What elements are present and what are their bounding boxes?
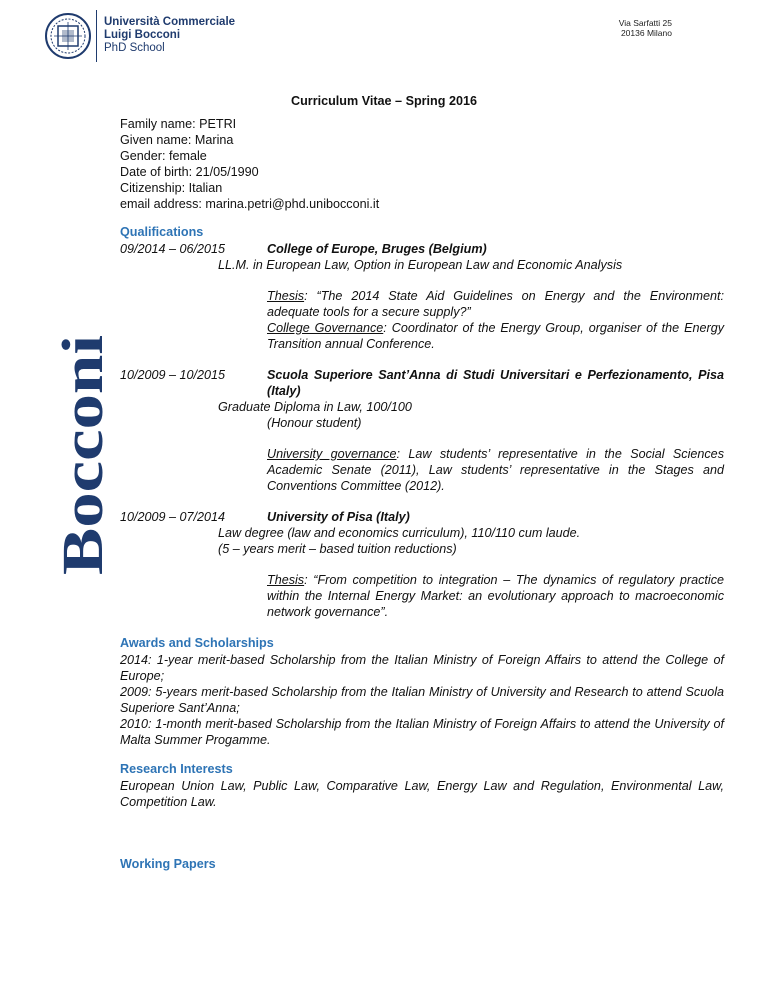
q3-thesis-label: Thesis — [267, 573, 305, 587]
q1-governance — [267, 320, 724, 352]
working-papers-heading: Working Papers — [120, 857, 216, 871]
awards-heading: Awards and Scholarships — [120, 636, 274, 650]
q1-degree: LL.M. in European Law, Option in European Law and Economic Analysis — [218, 258, 623, 272]
awards-list — [120, 652, 724, 748]
address-line-1: Via Sarfatti 25 — [618, 18, 672, 28]
date-of-birth: Date of birth: 21/05/1990 — [120, 165, 259, 179]
q2-note: (Honour student) — [267, 416, 362, 430]
institution-line-3: PhD School — [104, 42, 165, 54]
institution-line-2: Luigi Bocconi — [104, 29, 181, 41]
q2-school: Scuola Superiore Sant’Anna di Studi Universitari e Perfezionamento, Pisa (Italy) — [267, 368, 724, 398]
cv-title: Curriculum Vitae – Spring 2016 — [291, 94, 477, 108]
bocconi-seal-logo — [44, 12, 92, 60]
q3-dates: 10/2009 – 07/2014 — [120, 510, 226, 524]
q1-governance-text: : Coordinator of the Energy Group, organiser of the Energy Transition annual Conference. — [267, 321, 724, 351]
award-item: 2009: 5-years merit-based Scholarship from the Italian Ministry of University and Research to attend Scuola Superiore Sant’Anna; — [120, 685, 724, 715]
qualifications-heading: Qualifications — [120, 225, 204, 239]
q3-thesis — [267, 572, 724, 620]
citizenship: Citizenship: Italian — [120, 181, 223, 195]
q3-degree: Law degree (law and economics curriculum), 110/110 cum laude. — [218, 526, 581, 540]
q1-thesis-label: Thesis — [267, 289, 305, 303]
q2-degree: Graduate Diploma in Law, 100/100 — [218, 400, 412, 414]
family-name: Family name: PETRI — [120, 117, 237, 131]
institution-name — [104, 16, 235, 55]
address-block — [619, 18, 672, 38]
award-item: 2010: 1-month merit-based Scholarship from the Italian Ministry of Foreign Affairs to attend the University of Malta Summer Progamme. — [120, 717, 724, 747]
institution-line-1: Università Commerciale — [104, 16, 236, 28]
bocconi-vertical-wordmark — [38, 330, 116, 580]
research-text: European Union Law, Public Law, Comparative Law, Energy Law and Regulation, Environmental Law, Competition Law. — [120, 779, 724, 809]
q1-dates: 09/2014 – 06/2015 — [120, 242, 226, 256]
q2-dates: 10/2009 – 10/2015 — [120, 368, 226, 382]
logo-divider — [96, 10, 97, 62]
q3-note: (5 – years merit – based tuition reductions) — [218, 542, 457, 556]
q1-thesis — [267, 288, 724, 320]
given-name: Given name: Marina — [120, 133, 234, 147]
q2-governance-text: : Law students’ representative in the Social Sciences Academic Senate (2011), Law students’ representative in the Stages and Conventions Committee (2012). — [267, 447, 724, 493]
address-line-2: 20136 Milano — [620, 28, 672, 38]
gender: Gender: female — [120, 149, 207, 163]
q2-governance — [267, 446, 724, 494]
personal-info — [120, 116, 379, 212]
vertical-wordmark-text: Bocconi — [50, 378, 115, 575]
award-item: 2014: 1-year merit-based Scholarship from the Italian Ministry of Foreign Affairs to attend the College of Europe; — [120, 653, 724, 683]
q1-school: College of Europe, Bruges (Belgium) — [267, 242, 487, 256]
research-heading: Research Interests — [120, 762, 233, 776]
q3-school: University of Pisa (Italy) — [267, 510, 410, 524]
q1-governance-label: College Governance — [267, 321, 384, 335]
q3-thesis-text: : “From competition to integration – The dynamics of regulatory practice within the Internal Energy Market: an evolutionary approach to macroeconomic network governance”. — [267, 573, 724, 619]
q1-thesis-text: : “The 2014 State Aid Guidelines on Energy and the Environment: adequate tools for a secure supply?” — [267, 289, 724, 319]
q2-governance-label: University governance — [267, 447, 397, 461]
email-address: email address: marina.petri@phd.unibocconi.it — [120, 197, 380, 211]
